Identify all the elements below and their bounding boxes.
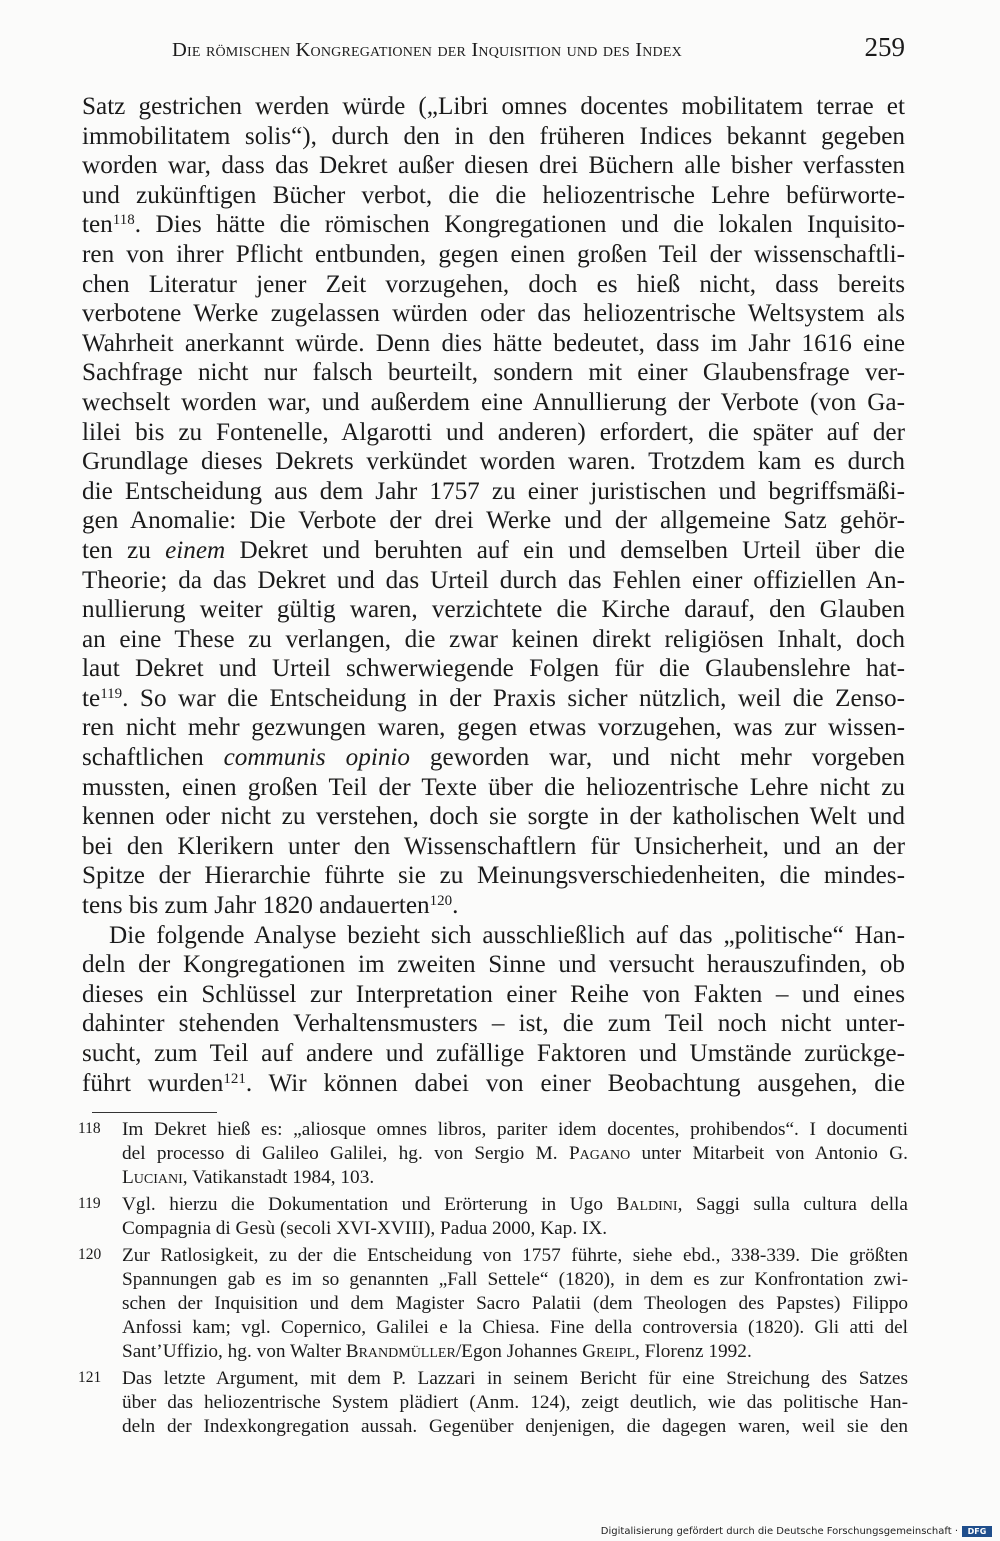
footnote-line: Das letzte Argument, mit dem P. Lazzari in seinem Bericht für eine Streichung des Satzes xyxy=(122,1368,908,1389)
footnote-line: über das heliozentrische System plädiert (Anm. 124), zeigt deutlich, wie das politische Han- xyxy=(122,1392,908,1413)
footnote-ref-119[interactable]: 119 xyxy=(100,685,123,702)
footnote-line: Spannungen gab es im so genannten „Fall Settele“ (1820), in dem es zur Konfrontation zwi- xyxy=(122,1269,908,1290)
footnote-line: Zur Ratlosigkeit, zu der die Entscheidung von 1757 führte, siehe ebd., 338-339. Die größten xyxy=(122,1245,908,1266)
text-line: ren nicht mehr gezwungen waren, gegen etwas vorzugehen, was zur wissen- xyxy=(82,714,905,742)
text-line: schaftlichen communis opinio geworden war, und nicht mehr vorgeben xyxy=(82,744,905,772)
text-line: ren von ihrer Pflicht entbunden, gegen einen großen Teil der wissenschaftli- xyxy=(82,240,905,268)
text-line: verbotene Werke zugelassen würden oder das heliozentrische Weltsystem als xyxy=(82,300,905,328)
footnotes xyxy=(78,1118,908,1442)
text-line: wechselt worden war, und außerdem eine Annullierung der Verbote (von Ga- xyxy=(82,388,905,416)
text-line: Sachfrage nicht nur falsch beurteilt, sondern mit einer Glaubensfrage ver- xyxy=(82,359,905,387)
text-line: dahinter stehenden Verhaltensmusters – ist, die zum Teil noch nicht unter- xyxy=(82,1010,905,1038)
text-line: Die folgende Analyse bezieht sich ausschließlich auf das „politische“ Han- xyxy=(109,921,905,949)
running-head-title: Die römischen Kongregationen der Inquisition und des Index xyxy=(172,39,682,61)
text-line: ten zu einem Dekret und beruhten auf ein und demselben Urteil über die xyxy=(82,536,905,564)
text-line: lilei bis zu Fontenelle, Algarotti und anderen) erfordert, die später auf der xyxy=(82,418,905,446)
text-line: dieses ein Schlüssel zur Interpretation einer Reihe von Fakten – und eines xyxy=(82,980,905,1008)
text-line: sucht, zum Teil auf andere und zufällige Faktoren und Umstände zurückge- xyxy=(82,1040,905,1067)
footnote-line: Im Dekret hieß es: „aliosque omnes libros, pariter idem docentes, prohibendos“. I documenti xyxy=(122,1119,908,1140)
footnote-number: 121 xyxy=(78,1369,102,1386)
footnote-ref-121[interactable]: 121 xyxy=(223,1070,246,1087)
footnote-line: schen der Inquisition und dem Magister Sacro Palatii (dem Theologen des Papstes) Filippo xyxy=(122,1293,908,1314)
footnote-line: Luciani, Vatikanstadt 1984, 103. xyxy=(122,1167,375,1188)
footnote-line: Compagnia di Gesù (secoli XVI-XVIII), Padua 2000, Kap. IX. xyxy=(122,1218,608,1239)
footnote-line: Sant’Uffizio, hg. von Walter Brandmüller/Egon Johannes Greipl, Florenz 1992. xyxy=(122,1341,752,1362)
footnote-line: Vgl. hierzu die Dokumentation und Erörterung in Ugo Baldini, Saggi sulla cultura della xyxy=(122,1194,908,1215)
text-line: Grundlage dieses Dekrets verkündet worden waren. Trotzdem kam es durch xyxy=(82,448,905,476)
main-text xyxy=(82,92,905,1098)
text-line: Wahrheit anerkannt würde. Denn dies hätte bedeutet, dass im Jahr 1616 eine xyxy=(82,329,905,357)
text-line: nullierung weiter gültig waren, verzichtete die Kirche darauf, den Glauben xyxy=(82,596,905,624)
text-line: Theorie; da das Dekret und das Urteil durch das Fehlen einer offiziellen An- xyxy=(82,566,905,594)
text-line: bei den Klerikern unter den Wissenschaftlern für Unsicherheit, und an der xyxy=(82,832,905,860)
footnote-119 xyxy=(78,1193,908,1241)
footnote-ref-120[interactable]: 120 xyxy=(429,893,453,910)
text-line: immobilitatem solis“), durch den in den früheren Indices bekannt gegeben xyxy=(82,122,905,150)
text-line: tens bis zum Jahr 1820 andauerten$^{120}$. xyxy=(82,892,459,920)
text-line: mussten, einen großen Teil der Texte über die heliozentrische Lehre nicht zu xyxy=(82,773,905,801)
text-line: Satz gestrichen werden würde („Libri omnes docentes mobilitatem terrae et xyxy=(82,93,905,120)
footnote-120 xyxy=(78,1244,908,1364)
footnote-118 xyxy=(78,1118,908,1190)
text-line: worden war, dass das Dekret außer diesen drei Büchern alle bisher verfassten xyxy=(82,152,905,180)
text-line: chen Literatur jener Zeit vorzugehen, doch es hieß nicht, dass bereits xyxy=(82,270,905,298)
footer-text: Digitalisierung gefördert durch die Deutsche Forschungsgemeinschaft · xyxy=(600,1525,958,1537)
text-line: die Entscheidung aus dem Jahr 1757 zu einer juristischen und begriffsmäßi- xyxy=(82,477,905,505)
running-head xyxy=(80,32,905,62)
emphasis: einem xyxy=(165,536,226,564)
footnote-ref-118[interactable]: 118 xyxy=(112,212,135,229)
text-line: ten$^{118}$. Dies hätte die römischen Kongregationen und die lokalen Inquisito- xyxy=(82,211,905,239)
dfg-logo-icon: DFG xyxy=(962,1526,992,1537)
digitization-footer xyxy=(601,1524,992,1538)
footnote-number: 119 xyxy=(78,1195,101,1212)
text-line: laut Dekret und Urteil schwerwiegende Folgen für die Glaubenslehre hat- xyxy=(82,655,905,683)
emphasis: communis opinio xyxy=(223,744,411,772)
footnote-line: Anfossi kam; vgl. Copernico, Galilei e la Chiesa. Fine della controversia (1820). Gli atti del xyxy=(122,1317,908,1338)
footnote-121 xyxy=(78,1367,908,1439)
text-line: führt wurden$^{121}$. Wir können dabei von einer Beobachtung ausgehen, die xyxy=(82,1069,905,1097)
text-line: gen Anomalie: Die Verbote der drei Werke und der allgemeine Satz gehör- xyxy=(82,507,905,535)
text-line: kennen oder nicht zu verstehen, doch sie sorgte in der katholischen Welt und xyxy=(82,803,905,831)
footnote-number: 118 xyxy=(78,1120,101,1137)
text-line: an eine These zu verlangen, die zwar keinen direkt religiösen Inhalt, doch xyxy=(82,625,905,653)
text-line: Spitze der Hierarchie führte sie zu Meinungsverschiedenheiten, die mindes- xyxy=(82,862,905,890)
text-line: und zukünftigen Bücher verbot, die die heliozentrische Lehre befürworte- xyxy=(82,181,905,209)
footnote-rule xyxy=(92,1112,217,1113)
footnote-line: del processo di Galileo Galilei, hg. von Sergio M. Pagano unter Mitarbeit von Antonio G. xyxy=(122,1143,908,1164)
text-line: deln der Kongregationen im zweiten Sinne und versucht herauszufinden, ob xyxy=(82,951,905,979)
text-line: $te^{119}$. So war die Entscheidung in der Praxis sicher nützlich, weil die Zenso- xyxy=(82,684,905,712)
footnote-line: deln der Indexkongregation aussah. Gegenüber denjenigen, die dagegen waren, weil sie den xyxy=(122,1416,908,1437)
page-number: 259 xyxy=(864,32,905,62)
footnote-number: 120 xyxy=(78,1246,102,1263)
